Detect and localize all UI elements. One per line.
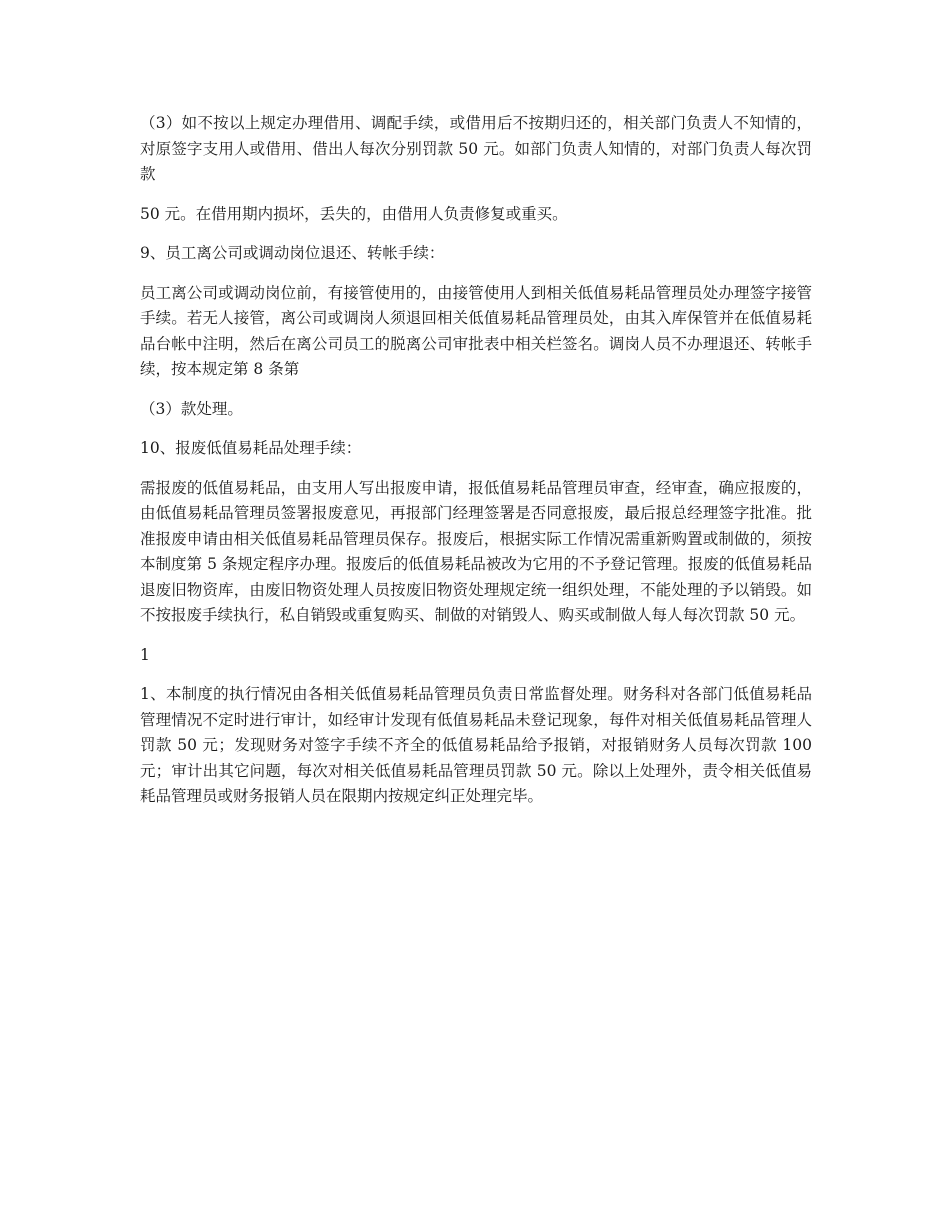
section-heading-10: 10、报废低值易耗品处理手续：: [140, 439, 362, 457]
paragraph-resignation-transfer: 员工离公司或调动岗位前，有接管使用的，由接管使用人到相关低值易耗品管理员处办理签字接管手续。若无人接管，离公司或调岗人须退回相关低值易耗品管理员处，由其入库保管并在低值易耗品台帐中注明，然后在离公司员工的脱离公司审批表中相关栏签名。调岗人员不办理退还、转帐手续，按本规定第 8 条第: [140, 283, 812, 378]
paragraph-supervision-audit: 1、本制度的执行情况由各相关低值易耗品管理员负责日常监督处理。财务科对各部门低值易耗品管理情况不定时进行审计，如经审计发现有低值易耗品未登记现象，每件对相关低值易耗品管理人罚款 50 元；发现财务对签字手续不齐全的低值易耗品给予报销，对报销财务人员每次罚款 100 元；审计出其它问题，每次对相关低值易耗品管理员罚款 50 元。除以上处理外，责令相关低值易耗品管理员或财务报销人员在限期内按规定纠正处理完毕。: [140, 685, 812, 805]
paragraph-clause-3-handling: （3）款处理。: [140, 399, 243, 418]
paragraph-scrap-procedure: 需报废的低值易耗品，由支用人写出报废申请，报低值易耗品管理员审查，经审查，确应报废的，由低值易耗品管理员签署报废意见，再报部门经理签署是否同意报废，最后报总经理签字批准。批准报废申请由相关低值易耗品管理员保存。报废后，根据实际工作情况需重新购置或制做的，须按本制度第 5 条规定程序办理。报废后的低值易耗品被改为它用的不予登记管理。报废的低值易耗品退废旧物资库，由废旧物资处理人员按废旧物资处理规定统一组织处理，不能处理的予以销毁。如不按报废手续执行，私自销毁或重复购买、制做的对销毁人、购买或制做人每人每次罚款 50 元。: [140, 478, 812, 624]
section-heading-9: 9、员工离公司或调动岗位退还、转帐手续：: [140, 244, 445, 262]
paragraph-borrowing-penalty: （3）如不按以上规定办理借用、调配手续，或借用后不按期归还的，相关部门负责人不知情的，对原签字支用人或借用、借出人每次分别罚款 50 元。如部门负责人知情的，对部门负责人每次罚款: [140, 114, 812, 183]
paragraph-damage-loss: 50 元。在借用期内损坏，丢失的，由借用人负责修复或重买。: [140, 204, 568, 223]
document-body: [140, 111, 812, 824]
page-number-marker: 1: [140, 645, 150, 664]
